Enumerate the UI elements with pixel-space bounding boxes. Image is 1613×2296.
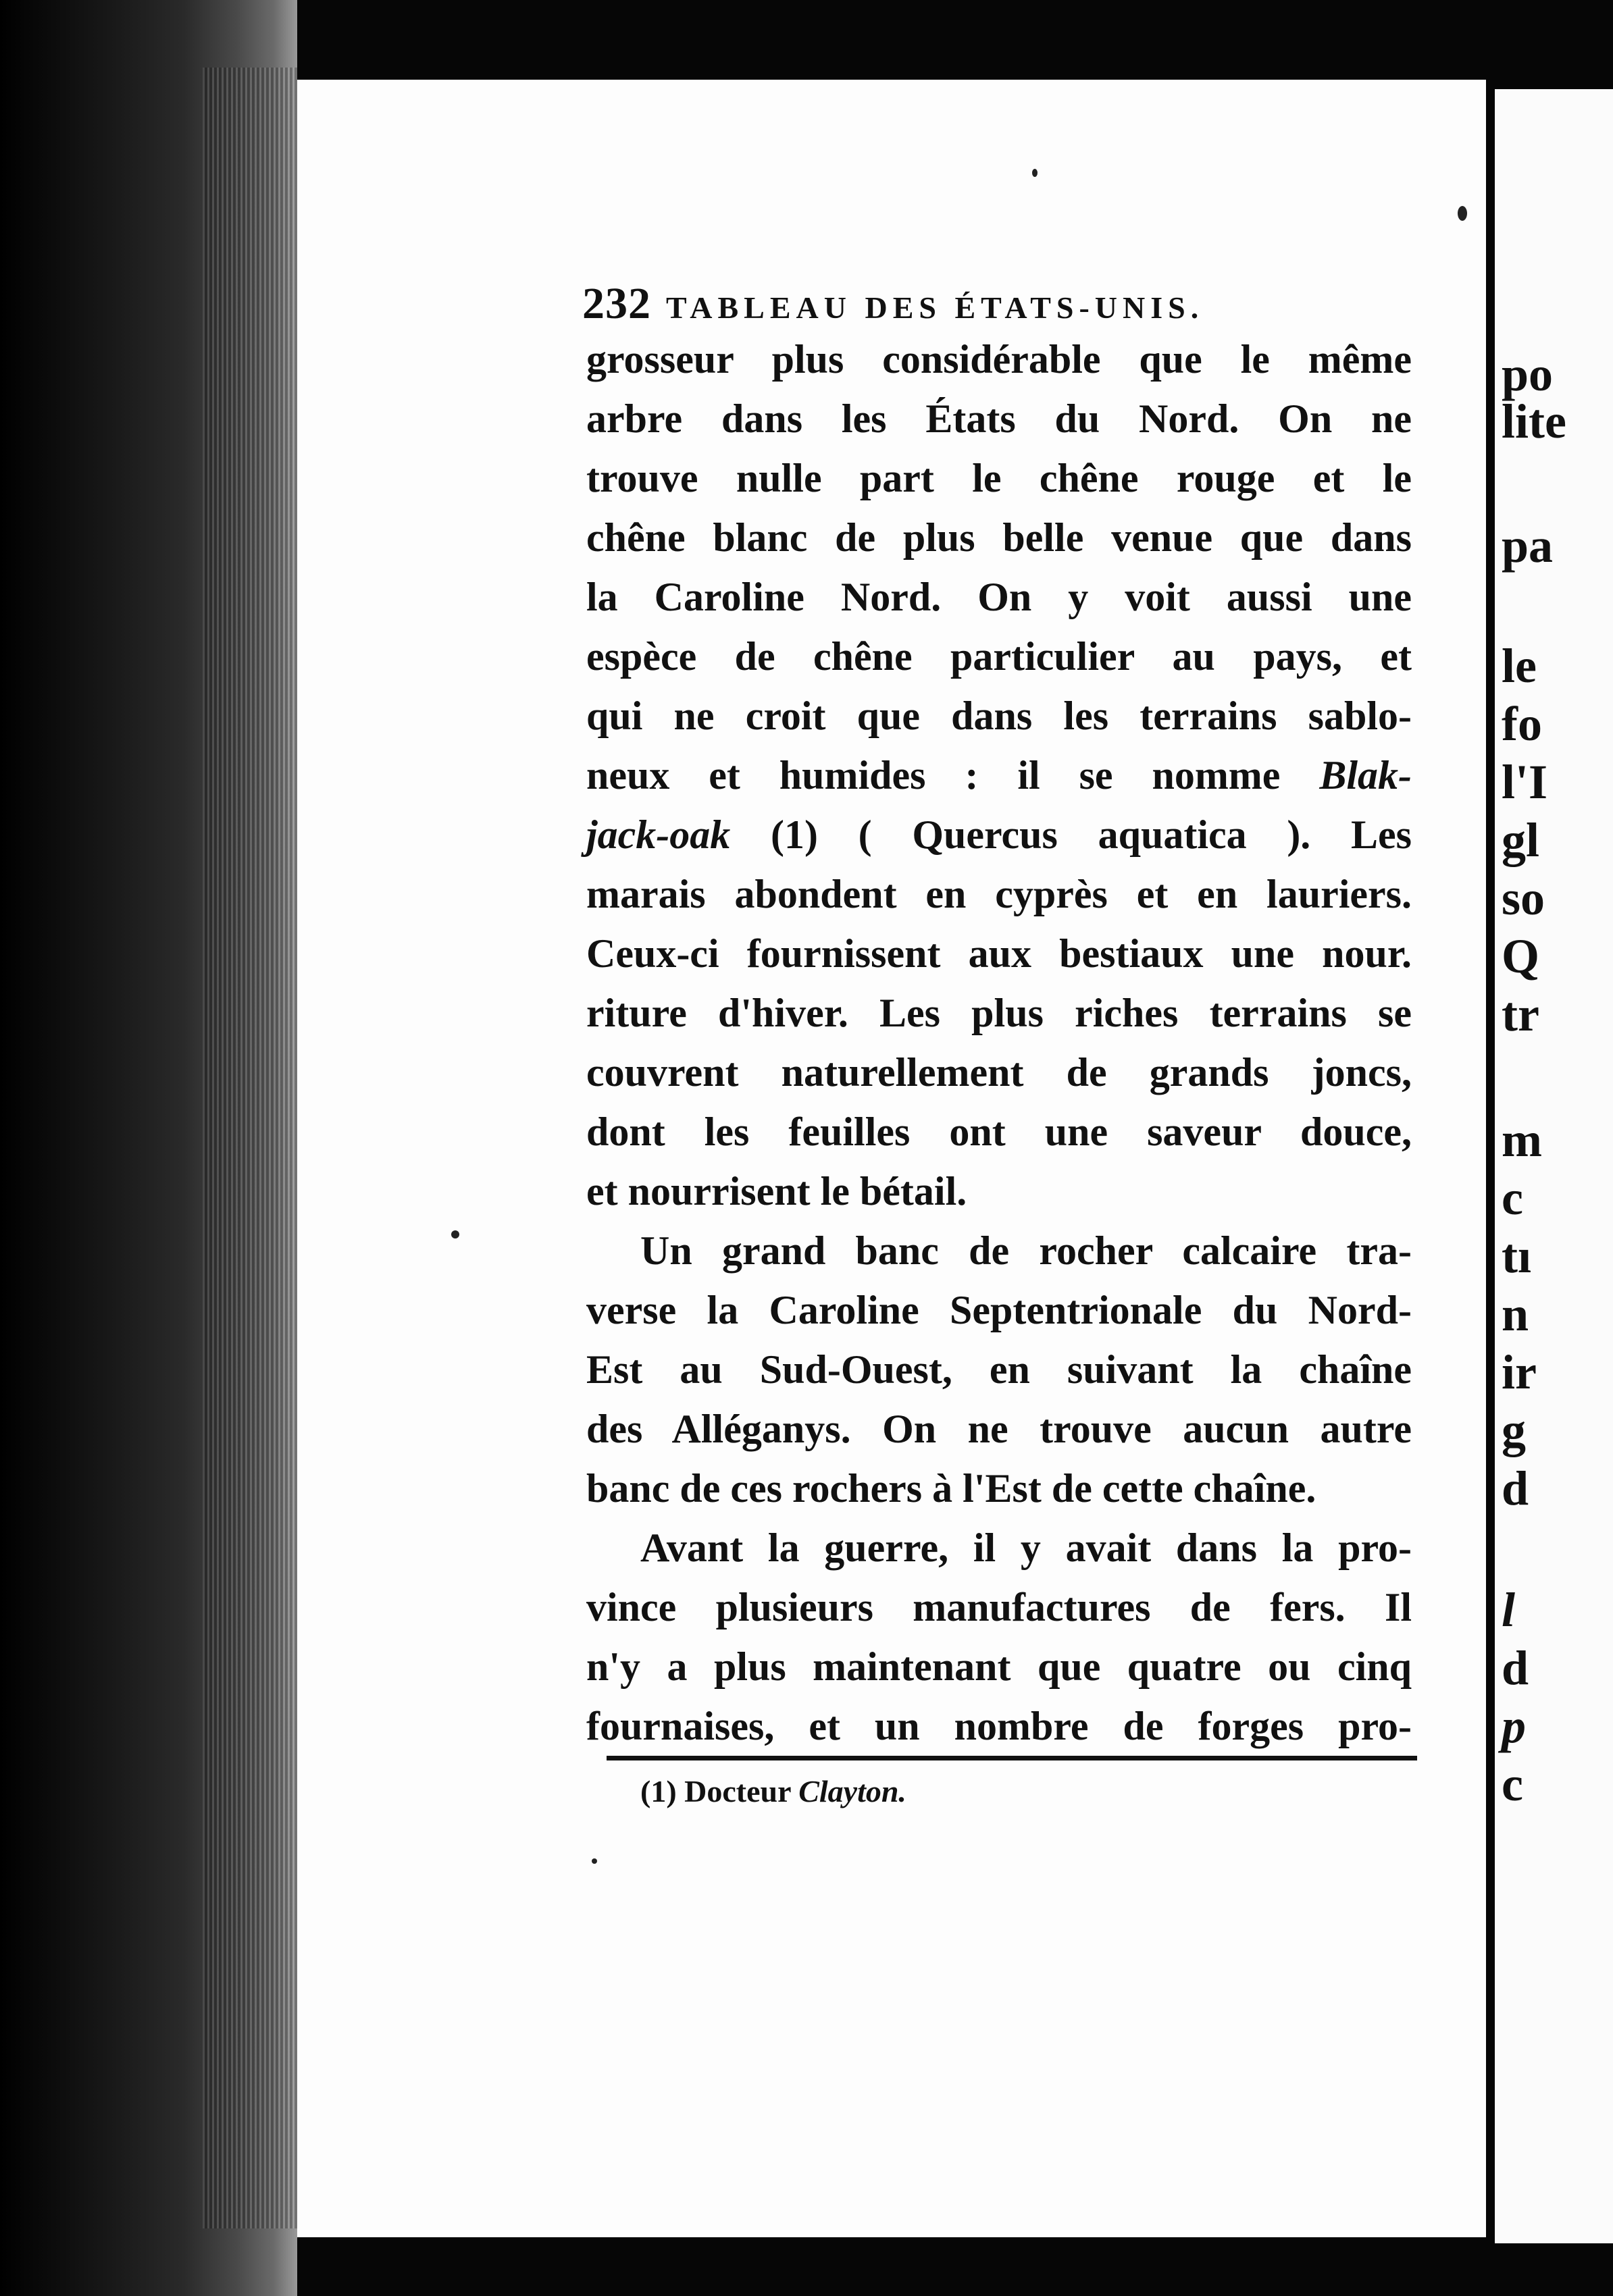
text-line: des Alléganys. On ne trouve aucun autre <box>586 1407 1412 1451</box>
text-line: neux et humides : il se nomme Blak- <box>586 753 1412 798</box>
text-line: Avant la guerre, il y avait dans la pro- <box>640 1525 1412 1570</box>
text-line: fournaises, et un nombre de forges pro- <box>586 1704 1412 1748</box>
right-page-line: tı <box>1502 1229 1531 1283</box>
right-page-line: d <box>1502 1641 1529 1695</box>
text-line: dont les feuilles ont une saveur douce, <box>586 1110 1412 1154</box>
speck <box>1032 169 1038 177</box>
right-page-line: l'I <box>1502 755 1548 809</box>
text-line: qui ne croit que dans les terrains sablo- <box>586 694 1412 738</box>
right-page-line: p <box>1502 1699 1526 1753</box>
text-line: banc de ces rochers à l'Est de cette chaîne. <box>586 1466 1316 1511</box>
text-line: et nourrisent le bétail. <box>586 1169 967 1214</box>
speck <box>451 1230 459 1238</box>
right-page-line: po <box>1502 347 1554 401</box>
italic-term: jack-oak <box>586 812 731 857</box>
text-line: jack-oak (1) ( Quercus aquatica ). Les <box>586 812 1412 857</box>
right-page-line: c <box>1502 1757 1523 1811</box>
right-page-line: le <box>1502 639 1537 693</box>
text-line: couvrent naturellement de grands joncs, <box>586 1050 1412 1095</box>
right-page-line: n <box>1502 1287 1529 1341</box>
text-line: Ceux-ci fournissent aux bestiaux une nour. <box>586 931 1412 976</box>
footnote-name: Clayton. <box>798 1774 906 1808</box>
text-line: espèce de chêne particulier au pays, et <box>586 634 1412 679</box>
right-page-line: ir <box>1502 1345 1537 1399</box>
page-edges <box>203 68 297 2228</box>
text-line: n'y a plus maintenant que quatre ou cinq <box>586 1644 1412 1689</box>
body-text <box>586 330 1412 1756</box>
text-line: riture d'hiver. Les plus riches terrains se <box>586 991 1412 1035</box>
right-page-line: gl <box>1502 813 1540 867</box>
right-page-line: g <box>1502 1403 1526 1457</box>
right-page-line: d <box>1502 1461 1529 1515</box>
text-line: Un grand banc de rocher calcaire tra- <box>640 1228 1412 1273</box>
footnote-marker: (1) Docteur <box>640 1774 791 1808</box>
text-line: chêne blanc de plus belle venue que dans <box>586 515 1412 560</box>
right-page-line: m <box>1502 1113 1542 1167</box>
running-head <box>582 278 1582 328</box>
text-line: arbre dans les États du Nord. On ne <box>586 396 1412 441</box>
right-page-line: Q <box>1502 929 1540 983</box>
right-page-line: fo <box>1502 697 1542 751</box>
speck <box>592 1858 597 1864</box>
italic-term: Blak- <box>1319 753 1412 798</box>
right-page-line: l <box>1502 1583 1516 1637</box>
running-head-title: TABLEAU DES ÉTATS-UNIS. <box>666 290 1204 325</box>
text-line: Est au Sud-Ouest, en suivant la chaîne <box>586 1347 1412 1392</box>
text-line: vince plusieurs manufactures de fers. Il <box>586 1585 1412 1629</box>
right-page-line: c <box>1502 1171 1523 1225</box>
text-line: trouve nulle part le chêne rouge et le <box>586 456 1412 500</box>
right-page-line: lite <box>1502 394 1566 448</box>
footnote <box>640 1773 906 1809</box>
right-page-line: so <box>1502 871 1545 925</box>
text-line: verse la Caroline Septentrionale du Nord- <box>586 1288 1412 1332</box>
text-line: marais abondent en cyprès et en lauriers. <box>586 872 1412 916</box>
text-line: grosseur plus considérable que le même <box>586 337 1412 382</box>
text-line: la Caroline Nord. On y voit aussi une <box>586 575 1412 619</box>
page-number: 232 <box>582 279 651 328</box>
right-page-line: tr <box>1502 987 1539 1041</box>
right-page-fragment <box>1495 89 1613 2243</box>
footnote-rule <box>607 1756 1417 1760</box>
right-page-line: pa <box>1502 519 1554 573</box>
speck <box>1458 206 1467 221</box>
